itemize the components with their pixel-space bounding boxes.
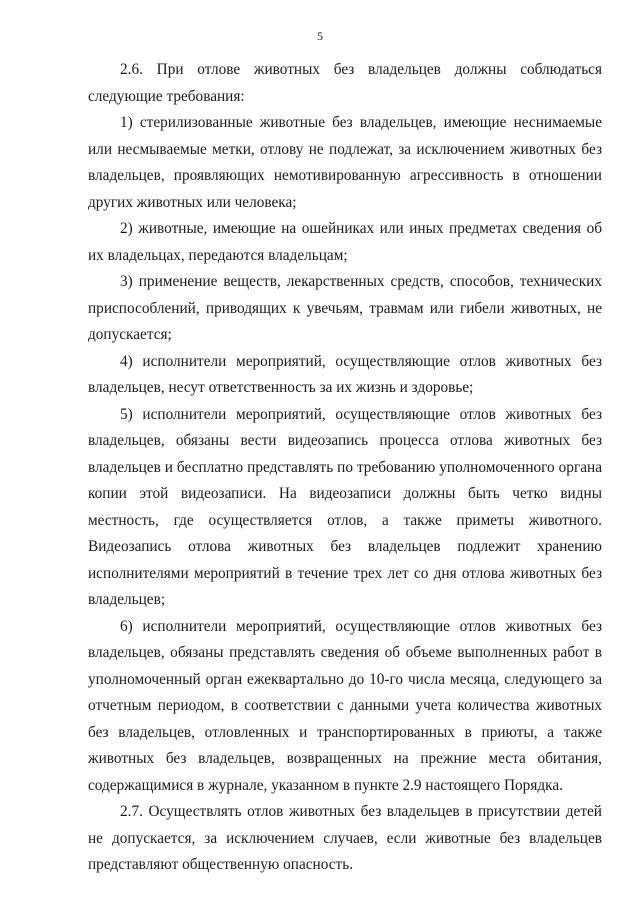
paragraph-2-6: 2.6. При отлове животных без владельцев должны соблюдаться следующие требования:	[88, 61, 602, 105]
list-item-6: 6) исполнители мероприятий, осуществляющие отлов животных без владельцев, обязаны представлять сведения об объеме выполненных работ в уполномоченный орган ежеквартально до 10-го числа месяца, следующего за отчетным периодом, в соответствии с данными учета количества животных без владельцев, отловленных и транспортированных в приюты, а также животных без владельцев, возвращенных на прежние места обитания, содержащимися в журнале, указанном в пункте 2.9 настоящего Порядка.	[88, 617, 602, 794]
list-item-2: 2) животные, имеющие на ошейниках или иных предметах сведения об их владельцах, передаются владельцам;	[88, 220, 602, 264]
list-item-5: 5) исполнители мероприятий, осуществляющие отлов животных без владельцев, обязаны вести видеозапись процесса отлова животных без владельцев и бесплатно представлять по требованию уполномоченного органа копии этой видеозаписи. На видеозаписи должны быть четко видны местность, где осуществляется отлов, а также приметы животного. Видеозапись отлова животных без владельцев подлежит хранению исполнителями мероприятий в течение трех лет со дня отлова животных без владельцев;	[88, 405, 602, 608]
list-item-4: 4) исполнители мероприятий, осуществляющие отлов животных без владельцев, несут ответственность за их жизнь и здоровье;	[88, 352, 602, 396]
paragraph-2-7: 2.7. Осуществлять отлов животных без владельцев в присутствии детей не допускается, за исключением случаев, если животные без владельцев представляют общественную опасность.	[88, 803, 602, 873]
document-body	[88, 57, 602, 879]
list-item-1: 1) стерилизованные животные без владельцев, имеющие неснимаемые или несмываемые метки, отлову не подлежат, за исключением животных без владельцев, проявляющих немотивированную агрессивность в отношении других животных или человека;	[88, 114, 602, 211]
list-item-3: 3) применение веществ, лекарственных средств, способов, технических приспособлений, приводящих к увечьям, травмам или гибели животных, не допускается;	[88, 273, 602, 343]
page-number: 5	[317, 29, 323, 43]
